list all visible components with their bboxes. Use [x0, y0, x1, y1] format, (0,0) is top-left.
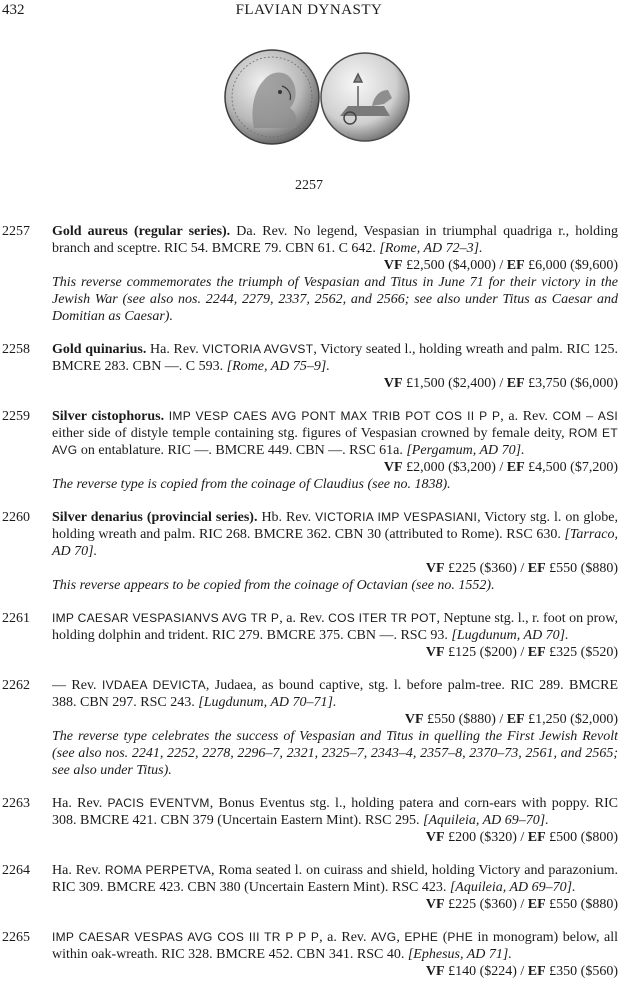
entry-text: — Rev.	[52, 678, 102, 693]
ef-value: £4,500 ($7,200)	[524, 460, 618, 475]
ef-label: EF	[506, 712, 525, 727]
entry-valuation	[52, 963, 618, 980]
ef-value: £500 ($800)	[545, 830, 618, 845]
entry-text: ,	[396, 930, 405, 945]
coin-legend: IVDAEA DEVICTA	[101, 678, 206, 692]
entry-valuation	[52, 896, 618, 913]
ef-value: £3,750 ($6,000)	[524, 376, 618, 391]
ef-value: £550 ($880)	[545, 561, 618, 576]
catalog-entry	[0, 610, 618, 661]
ef-label: EF	[506, 376, 525, 391]
ef-value: £325 ($520)	[545, 645, 618, 660]
entry-description	[52, 677, 618, 711]
ef-value: £6,000 ($9,600)	[524, 258, 618, 273]
vf-value: £125 ($200) /	[444, 645, 528, 660]
entry-mint: [Pergamum, AD 70].	[406, 443, 525, 458]
vf-label: VF	[383, 460, 403, 475]
ef-label: EF	[527, 830, 546, 845]
entry-text: either side of distyle temple containing stg. figures of Vespasian crowned by female deity,	[52, 426, 569, 441]
entry-valuation	[52, 644, 618, 661]
entry-text: , Bonus Eventus stg. l., holding patera and corn-ears with poppy. RIC 308. BMCRE 421. CBN 379 (Uncertain Eastern Mint). RSC 295.	[52, 796, 618, 828]
coin-legend: ASI	[597, 409, 618, 423]
entry-note: The reverse type is copied from the coinage of Claudius (see no. 1838).	[52, 477, 451, 492]
entry-number: 2261	[2, 611, 30, 626]
entry-text: , Victory stg. l. on globe, holding wreath and palm. RIC 268. BMCRE 362. CBN 30 (attributed to Rome). RSC 630.	[52, 510, 618, 542]
entry-description	[52, 795, 618, 829]
coin-legend: IMP VESP CAES AVG PONT MAX TRIB POT COS II P P	[168, 409, 501, 423]
entry-text: (	[438, 930, 448, 945]
entry-number: 2259	[2, 409, 30, 424]
coin-photo	[224, 46, 410, 148]
catalog-entry	[0, 929, 618, 980]
coin-legend: IMP CAESAR VESPAS AVG COS III TR P P P	[52, 930, 320, 944]
entry-description	[52, 610, 618, 644]
catalog-entry	[0, 341, 618, 392]
vf-label: VF	[425, 645, 445, 660]
ef-label: EF	[527, 964, 546, 979]
entry-number: 2258	[2, 342, 30, 357]
vf-value: £1,500 ($2,400) /	[402, 376, 507, 391]
entry-note: This reverse commemorates the triumph of Vespasian and Titus in June 71 for their victory in the Jewish War (see also nos. 2244, 2279, 2337, 2562, and 2566; see also under Titus as Caesar and Domitian as Caesar).	[52, 275, 618, 324]
ef-label: EF	[506, 258, 525, 273]
catalog-entry	[0, 677, 618, 779]
entry-text: , Neptune stg. l., r. foot on prow, holding dolphin and trident. RIC 279. BMCRE 375. CBN —. RSC 93.	[52, 611, 618, 643]
vf-label: VF	[425, 897, 445, 912]
entry-text: , Victory seated l., holding wreath and palm. RIC 125. BMCRE 283. CBN —. C 593.	[52, 342, 618, 374]
entry-number: 2262	[2, 678, 30, 693]
entry-number: 2265	[2, 930, 30, 945]
entry-text: –	[581, 409, 598, 424]
catalog-entry	[0, 862, 618, 913]
vf-label: VF	[425, 964, 445, 979]
figure-caption: 2257	[295, 178, 323, 193]
entry-mint: [Rome, AD 75–9].	[226, 359, 330, 374]
entry-title: Silver cistophorus.	[52, 409, 165, 424]
vf-value: £140 ($224) /	[444, 964, 528, 979]
entry-text: Ha. Rev.	[146, 342, 203, 357]
entry-text: on entablature. RIC —. BMCRE 449. CBN —. RSC 61a.	[77, 443, 407, 458]
entry-description	[52, 862, 618, 896]
ef-value: £350 ($560)	[545, 964, 618, 979]
ef-value: £550 ($880)	[545, 897, 618, 912]
vf-value: £225 ($360) /	[444, 897, 528, 912]
ef-label: EF	[506, 460, 525, 475]
catalog-entry	[0, 509, 618, 594]
entry-description	[52, 408, 618, 459]
entry-text: Da. Rev. No legend, Vespasian in triumphal quadriga r., holding branch and sceptre. RIC 54. BMCRE 79. CBN 61. C 642.	[52, 224, 618, 256]
vf-value: £2,500 ($4,000) /	[402, 258, 507, 273]
coin-legend: ROM ET AVG	[52, 426, 618, 457]
coin-legend: EPHE	[404, 930, 439, 944]
ef-value: £1,250 ($2,000)	[524, 712, 618, 727]
coin-legend: AVG	[371, 930, 397, 944]
coin-legend: COS ITER TR POT	[328, 611, 437, 625]
entry-mint: [Lugdunum, AD 70–71].	[198, 695, 337, 710]
entry-mint: [Aquileia, AD 69–70].	[423, 813, 549, 828]
ef-label: EF	[527, 897, 546, 912]
vf-value: £225 ($360) /	[444, 561, 528, 576]
ef-label: EF	[527, 645, 546, 660]
entry-valuation	[52, 829, 618, 846]
vf-label: VF	[425, 830, 445, 845]
vf-label: VF	[425, 561, 445, 576]
entry-mint: [Aquileia, AD 69–70].	[449, 880, 576, 895]
entry-valuation	[52, 711, 618, 728]
entry-description	[52, 929, 618, 963]
vf-value: £200 ($320) /	[444, 830, 528, 845]
entry-note: The reverse type celebrates the success of Vespasian and Titus in quelling the First Jewish Revolt (see also nos. 2241, 2252, 2278, 2296–7, 2321, 2325–7, 2343–4, 2357–8, 2370–73, 2561, and 2565; see also under Titus).	[52, 729, 618, 778]
entry-text: , a. Rev.	[279, 611, 329, 626]
entry-title: Gold aureus (regular series).	[52, 224, 231, 239]
entry-valuation	[52, 375, 618, 392]
entry-mint: [Tarraco, AD 70].	[52, 527, 618, 559]
entry-text: , Judaea, as bound captive, stg. l. before palm-tree. RIC 289. BMCRE 388. CBN 297. RSC 243.	[52, 678, 618, 710]
vf-value: £2,000 ($3,200) /	[402, 460, 507, 475]
entry-description	[52, 341, 618, 375]
page-number: 432	[2, 2, 25, 18]
entry-text: , a. Rev.	[500, 409, 553, 424]
entry-number: 2260	[2, 510, 30, 525]
entry-text: Ha. Rev.	[52, 796, 108, 811]
running-head: FLAVIAN DYNASTY	[235, 2, 383, 18]
coin-legend: VICTORIA AVGVST	[202, 342, 314, 356]
entry-description	[52, 509, 618, 560]
vf-label: VF	[404, 712, 424, 727]
entry-mint: [Rome, AD 72–3].	[379, 241, 483, 256]
entry-description	[52, 223, 618, 257]
vf-value: £550 ($880) /	[423, 712, 507, 727]
coin-legend: COM	[552, 409, 582, 423]
coin-legend: ROMA PERPETVA	[104, 863, 212, 877]
entry-number: 2257	[2, 224, 30, 239]
catalog-entry	[0, 795, 618, 846]
entry-number: 2264	[2, 863, 30, 878]
vf-label: VF	[383, 376, 403, 391]
coin-legend: PHE	[447, 930, 473, 944]
reverse-coin	[321, 53, 409, 141]
entry-mint: [Ephesus, AD 71].	[407, 947, 512, 962]
ef-label: EF	[527, 561, 546, 576]
obverse-coin	[225, 50, 319, 144]
entry-valuation	[52, 257, 618, 274]
coin-legend: VICTORIA IMP VESPASIANI	[315, 510, 478, 524]
catalog-entries	[0, 223, 618, 996]
vf-label: VF	[383, 258, 403, 273]
coin-legend: PACIS EVENTVM	[107, 796, 210, 810]
coin-legend: IMP CAESAR VESPASIANVS AVG TR P	[52, 611, 280, 625]
entry-number: 2263	[2, 796, 30, 811]
entry-valuation	[52, 560, 618, 577]
entry-text: , a. Rev.	[319, 930, 371, 945]
entry-title: Silver denarius (provincial series).	[52, 510, 258, 525]
entry-text: in monogram) below, all within oak-wreath. RIC 328. BMCRE 452. CBN 341. RSC 40.	[52, 930, 618, 962]
catalog-entry	[0, 408, 618, 493]
entry-valuation	[52, 459, 618, 476]
entry-title: Gold quinarius.	[52, 342, 147, 357]
entry-text: Hb. Rev.	[257, 510, 316, 525]
entry-text: , Roma seated l. on cuirass and shield, holding Victory and parazonium. RIC 309. BMCRE 423. CBN 380 (Uncertain Eastern Mint). RSC 423.	[52, 863, 618, 895]
entry-note: This reverse appears to be copied from the coinage of Octavian (see no. 1552).	[52, 578, 495, 593]
entry-mint: [Lugdunum, AD 70].	[451, 628, 569, 643]
entry-text: Ha. Rev.	[52, 863, 105, 878]
catalog-entry	[0, 223, 618, 325]
